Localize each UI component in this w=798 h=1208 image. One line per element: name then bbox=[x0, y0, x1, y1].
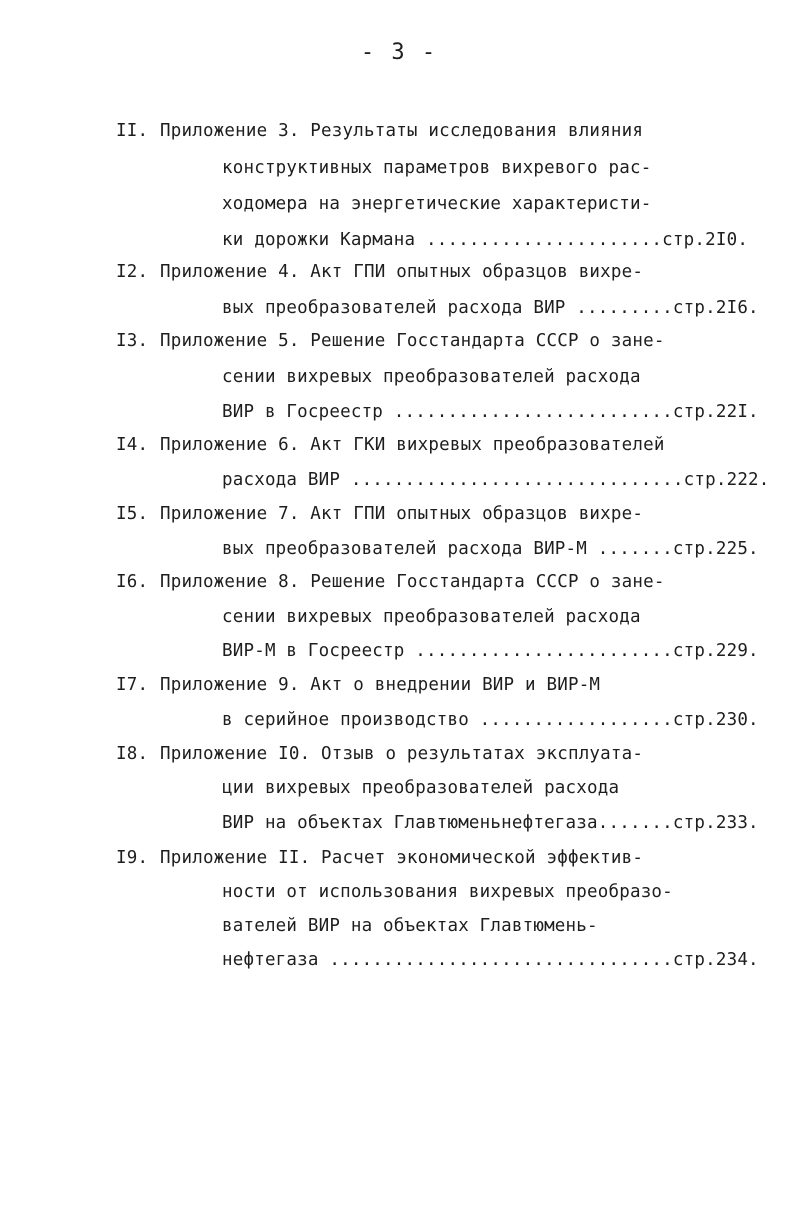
entry-number: I7. bbox=[116, 675, 149, 695]
entry-continuation: ВИР в Госреестр ..........................стр.22I. bbox=[222, 402, 759, 422]
entry-continuation: вых преобразователей расхода ВИР .........стр.2I6. bbox=[222, 298, 759, 318]
entry-continuation: вателей ВИР на объектах Главтюмень- bbox=[222, 916, 598, 936]
entry-title: Приложение 3. Результаты исследования влияния bbox=[160, 121, 644, 141]
entry-continuation: ки дорожки Кармана ......................стр.2I0. bbox=[222, 230, 749, 250]
entry-title: Приложение 5. Решение Госстандарта СССР о зане- bbox=[160, 331, 665, 351]
entry-number: I2. bbox=[116, 262, 149, 282]
entry-title: Приложение 6. Акт ГКИ вихревых преобразователей bbox=[160, 435, 665, 455]
entry-continuation: ции вихревых преобразователей расхода bbox=[222, 778, 620, 798]
entry-continuation: ходомера на энергетические характеристи- bbox=[222, 194, 652, 214]
entry-continuation: вых преобразователей расхода ВИР-М .......стр.225. bbox=[222, 539, 759, 559]
entry-title: Приложение 9. Акт о внедрении ВИР и ВИР-М bbox=[160, 675, 601, 695]
entry-continuation: нефтегаза ................................стр.234. bbox=[222, 950, 759, 970]
entry-continuation: сении вихревых преобразователей расхода bbox=[222, 607, 641, 627]
entry-number: I6. bbox=[116, 572, 149, 592]
entry-continuation: в серийное производство ..................стр.230. bbox=[222, 710, 759, 730]
entry-number: I5. bbox=[116, 504, 149, 524]
entry-continuation: конструктивных параметров вихревого рас- bbox=[222, 158, 652, 178]
entry-continuation: сении вихревых преобразователей расхода bbox=[222, 367, 641, 387]
entry-number: I8. bbox=[116, 744, 149, 764]
page-number: - 3 - bbox=[360, 40, 438, 65]
entry-title: Приложение 7. Акт ГПИ опытных образцов вихре- bbox=[160, 504, 644, 524]
entry-title: Приложение 8. Решение Госстандарта СССР о зане- bbox=[160, 572, 665, 592]
entry-continuation: ности от использования вихревых преобразо- bbox=[222, 882, 673, 902]
entry-title: Приложение II. Расчет экономической эффектив- bbox=[160, 848, 644, 868]
entry-number: I9. bbox=[116, 848, 149, 868]
entry-number: I4. bbox=[116, 435, 149, 455]
entry-title: Приложение 4. Акт ГПИ опытных образцов вихре- bbox=[160, 262, 644, 282]
entry-number: II. bbox=[116, 121, 149, 141]
entry-continuation: ВИР на объектах Главтюменьнефтегаза.......стр.233. bbox=[222, 813, 759, 833]
entry-number: I3. bbox=[116, 331, 149, 351]
entry-continuation: ВИР-М в Госреестр ........................стр.229. bbox=[222, 641, 759, 661]
entry-title: Приложение I0. Отзыв о результатах эксплуата- bbox=[160, 744, 644, 764]
entry-continuation: расхода ВИР ...............................стр.222. bbox=[222, 470, 770, 490]
